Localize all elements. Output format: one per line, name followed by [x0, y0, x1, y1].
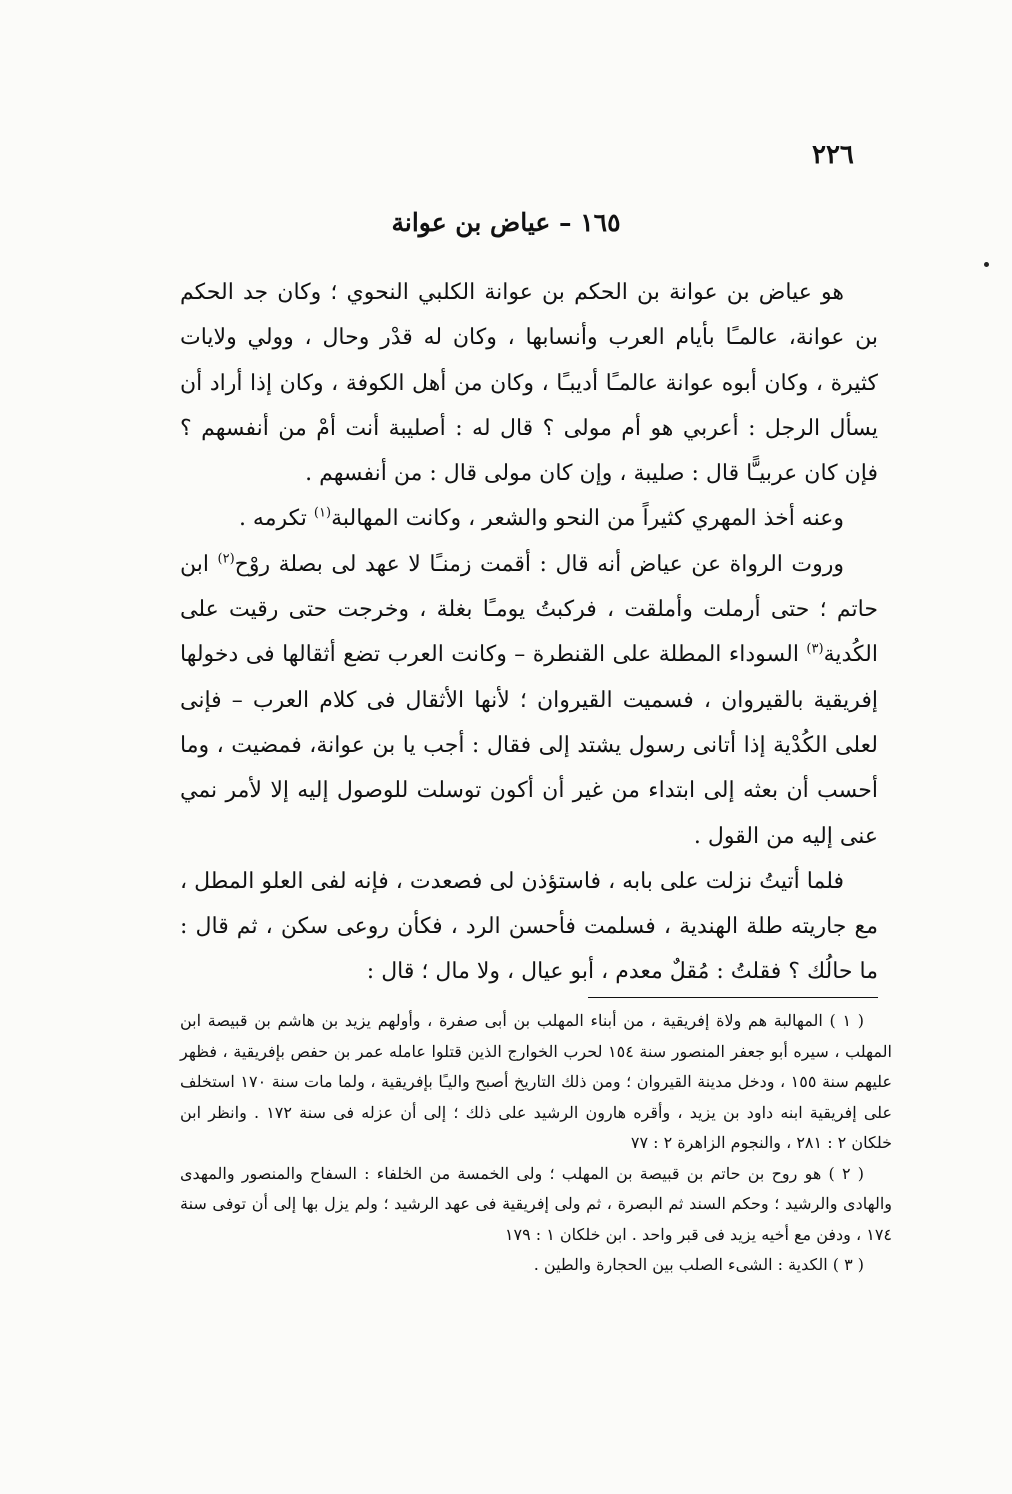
- entry-title: ١٦٥ – عياض بن عوانة: [391, 208, 621, 237]
- footnote-1: ( ١ ) المهالبة هم ولاة إفريقية ، من أبناء المهلب بن أبى صفرة ، وأولهم يزيد بن هاشم بن قبيصة ابن المهلب ، سيره أبو جعفر المنصور سنة ١٥٤ لحرب الخوارج الذين قتلوا عامله عمر بن حفص بإفريقية ، فظهر عليهم سنة ١٥٥ ، ودخل مدينة القيروان ؛ ومن ذلك التاريخ أصبح واليـًا بإفريقية ، ولما مات سنة ١٧٠ استخلف على إفريقية ابنه داود بن يزيد ، وأقره هارون الرشيد على ذلك ؛ إلى أن عزله فى سنة ١٧٢ . وانظر ابن خلكان ٢ : ٢٨١ ، والنجوم الزاهرة ٢ : ٧٧: [180, 1011, 893, 1152]
- page-number: ٢٢٦: [812, 140, 854, 170]
- footnotes: [180, 1006, 892, 1281]
- stray-ink-dot: [984, 262, 989, 267]
- footnote-2: ( ٢ ) هو روح بن حاتم بن قبيصة بن المهلب ؛ ولى الخمسة من الخلفاء : السفاح والمنصور والمهدى والهادى والرشيد ؛ وحكم السند ثم البصرة ، ثم ولى إفريقية فى عهد الرشيد ؛ ولم يزل بها إلى أن توفى سنة ١٧٤ ، ودفن مع أخيه يزيد فى قبر واحد . ابن خلكان ١ : ١٧٩: [180, 1163, 892, 1244]
- footnote-3: ( ٣ ) الكدية : الشىء الصلب بين الحجارة والطين .: [533, 1255, 864, 1274]
- footnote-ref-2[interactable]: (٢): [217, 551, 235, 567]
- paragraph-2: [180, 496, 878, 541]
- paragraph-2-end: تكرمه .: [238, 506, 314, 532]
- paragraph-4: فلما أتيتُ نزلت على بابه ، فاستؤذن لى فصعدت ، فإنه لفى العلو المطل ، مع جاريته طلة الهندية ، فسلمت فأحسن الرد ، فكأن روعى سكن ، ثم قال : ما حالُك ؟ فقلتُ : مُقلٌ معدم ، أبو عيال ، ولا مال ؛ قال :: [180, 868, 878, 985]
- paragraph-1: هو عياض بن عوانة بن الحكم بن عوانة الكلبي النحوي ؛ وكان جد الحكم بن عوانة، عالمـًا بأيام العرب وأنسابها ، وكان له قدْر وحال ، وولي ولايات كثيرة ، وكان أبوه عوانة عالمـًا أديبـًا ، وكان من أهل الكوفة ، وكان إذا أراد أن يسأل الرجل : أعربي هو أم مولى ؟ قال له : أصليبة أنت أمْ من أنفسهم ؟ فإن كان عربيـًّا قال : صليبة ، وإن كان مولى قال : من أنفسهم .: [180, 280, 878, 487]
- paragraph-3: [180, 542, 878, 859]
- paragraph-2-text: وعنه أخذ المهري كثيراً من النحو والشعر ، وكانت المهالبة: [331, 506, 844, 532]
- footnote-divider: [588, 997, 878, 998]
- paragraph-3-text-b: ابن حاتم ؛ حتى أرملت وأملقت ، فركبتُ يومـًا بغلة ، وخرجت حتى رقيت على الكُدية: [180, 551, 878, 668]
- body-text: [180, 270, 878, 995]
- footnote-ref-1[interactable]: (١): [313, 506, 332, 522]
- paragraph-3-text-a: وروت الرواة عن عياض أنه قال : أقمت زمنـًا لا عهد لى بصلة روْح: [234, 551, 844, 577]
- footnote-ref-3[interactable]: (٣): [806, 642, 824, 658]
- paragraph-3-text-c: السوداء المطلة على القنطرة – وكانت العرب تضع أثقالها فى دخولها إفريقية بالقيروان ، فسميت القيروان ؛ لأنها الأثقال فى كلام العرب – فإنى لعلى الكُدْية إذا أتانى رسول يشتد إلى فقال : أجب يا بن عوانة، فمضيت ، وما أحسب أن بعثه إلى ابتداء من غير أن أكون توسلت للوصول إليه إلا لأمر نمي عنى إليه من القول .: [180, 642, 879, 849]
